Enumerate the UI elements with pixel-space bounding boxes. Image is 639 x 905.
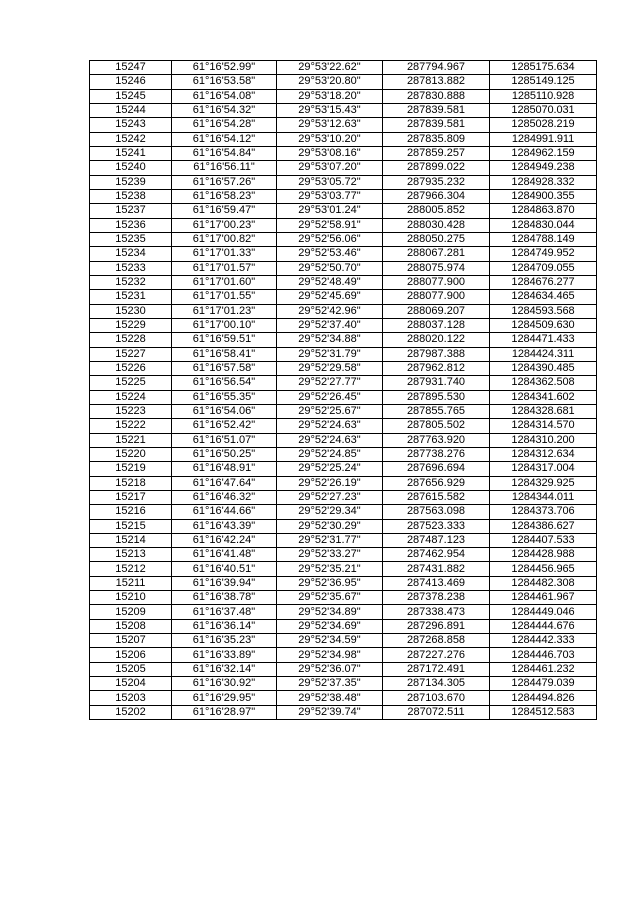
- longitude-cell: 29°52'53.46": [277, 247, 383, 261]
- y-coordinate-cell: 1284314.570: [490, 419, 597, 433]
- x-coordinate-cell: 287378.238: [383, 591, 490, 605]
- table-row: [90, 548, 597, 562]
- x-coordinate-cell: 287839.581: [383, 103, 490, 117]
- table-row: [90, 605, 597, 619]
- y-coordinate-cell: 1285028.219: [490, 118, 597, 132]
- longitude-cell: 29°52'50.70": [277, 261, 383, 275]
- x-coordinate-cell: 288030.428: [383, 218, 490, 232]
- table-row: [90, 648, 597, 662]
- longitude-cell: 29°53'12.63": [277, 118, 383, 132]
- latitude-cell: 61°16'54.32": [172, 103, 277, 117]
- table-row: [90, 662, 597, 676]
- table-row: [90, 218, 597, 232]
- y-coordinate-cell: 1284449.046: [490, 605, 597, 619]
- x-coordinate-cell: 287656.929: [383, 476, 490, 490]
- point-number-cell: 15246: [90, 75, 172, 89]
- y-coordinate-cell: 1284407.533: [490, 533, 597, 547]
- latitude-cell: 61°16'35.23": [172, 634, 277, 648]
- x-coordinate-cell: 287523.333: [383, 519, 490, 533]
- x-coordinate-cell: 287738.276: [383, 447, 490, 461]
- x-coordinate-cell: 288067.281: [383, 247, 490, 261]
- latitude-cell: 61°16'56.54": [172, 376, 277, 390]
- y-coordinate-cell: 1284949.238: [490, 161, 597, 175]
- longitude-cell: 29°52'26.45": [277, 390, 383, 404]
- longitude-cell: 29°52'34.59": [277, 634, 383, 648]
- longitude-cell: 29°52'24.63": [277, 433, 383, 447]
- x-coordinate-cell: 287103.670: [383, 691, 490, 705]
- x-coordinate-cell: 287794.967: [383, 61, 490, 75]
- table-row: [90, 61, 597, 75]
- y-coordinate-cell: 1284863.870: [490, 204, 597, 218]
- table-row: [90, 361, 597, 375]
- point-number-cell: 15215: [90, 519, 172, 533]
- longitude-cell: 29°53'08.16": [277, 146, 383, 160]
- x-coordinate-cell: 287696.694: [383, 462, 490, 476]
- latitude-cell: 61°16'36.14": [172, 619, 277, 633]
- longitude-cell: 29°52'25.24": [277, 462, 383, 476]
- latitude-cell: 61°16'43.39": [172, 519, 277, 533]
- point-number-cell: 15226: [90, 361, 172, 375]
- longitude-cell: 29°52'29.34": [277, 505, 383, 519]
- y-coordinate-cell: 1284446.703: [490, 648, 597, 662]
- table-row: [90, 204, 597, 218]
- longitude-cell: 29°52'24.85": [277, 447, 383, 461]
- latitude-cell: 61°16'54.06": [172, 404, 277, 418]
- y-coordinate-cell: 1284593.568: [490, 304, 597, 318]
- point-number-cell: 15237: [90, 204, 172, 218]
- point-number-cell: 15206: [90, 648, 172, 662]
- table-row: [90, 591, 597, 605]
- table-row: [90, 634, 597, 648]
- latitude-cell: 61°16'54.84": [172, 146, 277, 160]
- y-coordinate-cell: 1284428.988: [490, 548, 597, 562]
- table-row: [90, 333, 597, 347]
- x-coordinate-cell: 288037.128: [383, 318, 490, 332]
- longitude-cell: 29°52'45.69": [277, 290, 383, 304]
- longitude-cell: 29°53'10.20": [277, 132, 383, 146]
- latitude-cell: 61°16'57.26": [172, 175, 277, 189]
- x-coordinate-cell: 287413.469: [383, 576, 490, 590]
- latitude-cell: 61°16'40.51": [172, 562, 277, 576]
- table-row: [90, 232, 597, 246]
- longitude-cell: 29°52'30.29": [277, 519, 383, 533]
- y-coordinate-cell: 1284509.630: [490, 318, 597, 332]
- y-coordinate-cell: 1284482.308: [490, 576, 597, 590]
- point-number-cell: 15243: [90, 118, 172, 132]
- latitude-cell: 61°16'42.24": [172, 533, 277, 547]
- point-number-cell: 15235: [90, 232, 172, 246]
- x-coordinate-cell: 287966.304: [383, 189, 490, 203]
- point-number-cell: 15210: [90, 591, 172, 605]
- longitude-cell: 29°52'35.67": [277, 591, 383, 605]
- table-row: [90, 161, 597, 175]
- table-row: [90, 462, 597, 476]
- point-number-cell: 15232: [90, 275, 172, 289]
- y-coordinate-cell: 1284634.465: [490, 290, 597, 304]
- y-coordinate-cell: 1284991.911: [490, 132, 597, 146]
- latitude-cell: 61°16'53.58": [172, 75, 277, 89]
- latitude-cell: 61°17'01.33": [172, 247, 277, 261]
- y-coordinate-cell: 1284928.332: [490, 175, 597, 189]
- latitude-cell: 61°17'01.60": [172, 275, 277, 289]
- x-coordinate-cell: 287962.812: [383, 361, 490, 375]
- table-row: [90, 347, 597, 361]
- point-number-cell: 15207: [90, 634, 172, 648]
- table-row: [90, 505, 597, 519]
- y-coordinate-cell: 1284512.583: [490, 705, 597, 719]
- point-number-cell: 15213: [90, 548, 172, 562]
- longitude-cell: 29°53'20.80": [277, 75, 383, 89]
- point-number-cell: 15212: [90, 562, 172, 576]
- latitude-cell: 61°16'38.78": [172, 591, 277, 605]
- point-number-cell: 15216: [90, 505, 172, 519]
- longitude-cell: 29°52'27.23": [277, 490, 383, 504]
- x-coordinate-cell: 287072.511: [383, 705, 490, 719]
- point-number-cell: 15202: [90, 705, 172, 719]
- latitude-cell: 61°16'44.66": [172, 505, 277, 519]
- y-coordinate-cell: 1284442.333: [490, 634, 597, 648]
- longitude-cell: 29°52'34.69": [277, 619, 383, 633]
- longitude-cell: 29°52'39.74": [277, 705, 383, 719]
- longitude-cell: 29°53'05.72": [277, 175, 383, 189]
- latitude-cell: 61°17'01.55": [172, 290, 277, 304]
- longitude-cell: 29°52'58.91": [277, 218, 383, 232]
- x-coordinate-cell: 287813.882: [383, 75, 490, 89]
- longitude-cell: 29°52'26.19": [277, 476, 383, 490]
- x-coordinate-cell: 288077.900: [383, 275, 490, 289]
- point-number-cell: 15233: [90, 261, 172, 275]
- point-number-cell: 15242: [90, 132, 172, 146]
- table-row: [90, 404, 597, 418]
- point-number-cell: 15222: [90, 419, 172, 433]
- table-row: [90, 390, 597, 404]
- x-coordinate-cell: 287839.581: [383, 118, 490, 132]
- longitude-cell: 29°52'33.27": [277, 548, 383, 562]
- y-coordinate-cell: 1284676.277: [490, 275, 597, 289]
- latitude-cell: 61°17'01.57": [172, 261, 277, 275]
- table-row: [90, 562, 597, 576]
- y-coordinate-cell: 1284830.044: [490, 218, 597, 232]
- longitude-cell: 29°52'48.49": [277, 275, 383, 289]
- point-number-cell: 15209: [90, 605, 172, 619]
- table-row: [90, 189, 597, 203]
- table-row: [90, 376, 597, 390]
- y-coordinate-cell: 1284471.433: [490, 333, 597, 347]
- x-coordinate-cell: 287563.098: [383, 505, 490, 519]
- point-number-cell: 15211: [90, 576, 172, 590]
- latitude-cell: 61°16'48.91": [172, 462, 277, 476]
- coordinates-table: [89, 60, 597, 720]
- table-row: [90, 75, 597, 89]
- table-row: [90, 290, 597, 304]
- y-coordinate-cell: 1284373.706: [490, 505, 597, 519]
- table-row: [90, 433, 597, 447]
- x-coordinate-cell: 288020.122: [383, 333, 490, 347]
- longitude-cell: 29°52'56.06": [277, 232, 383, 246]
- y-coordinate-cell: 1284317.004: [490, 462, 597, 476]
- y-coordinate-cell: 1284788.149: [490, 232, 597, 246]
- y-coordinate-cell: 1284329.925: [490, 476, 597, 490]
- table-row: [90, 304, 597, 318]
- table-row: [90, 691, 597, 705]
- x-coordinate-cell: 287431.882: [383, 562, 490, 576]
- y-coordinate-cell: 1284749.952: [490, 247, 597, 261]
- longitude-cell: 29°53'07.20": [277, 161, 383, 175]
- latitude-cell: 61°16'59.51": [172, 333, 277, 347]
- y-coordinate-cell: 1285070.031: [490, 103, 597, 117]
- y-coordinate-cell: 1284424.311: [490, 347, 597, 361]
- latitude-cell: 61°16'58.41": [172, 347, 277, 361]
- point-number-cell: 15205: [90, 662, 172, 676]
- latitude-cell: 61°17'01.23": [172, 304, 277, 318]
- latitude-cell: 61°16'37.48": [172, 605, 277, 619]
- point-number-cell: 15204: [90, 677, 172, 691]
- point-number-cell: 15230: [90, 304, 172, 318]
- latitude-cell: 61°16'54.12": [172, 132, 277, 146]
- y-coordinate-cell: 1284456.965: [490, 562, 597, 576]
- y-coordinate-cell: 1284962.159: [490, 146, 597, 160]
- point-number-cell: 15217: [90, 490, 172, 504]
- longitude-cell: 29°52'36.95": [277, 576, 383, 590]
- point-number-cell: 15225: [90, 376, 172, 390]
- longitude-cell: 29°52'31.77": [277, 533, 383, 547]
- x-coordinate-cell: 287931.740: [383, 376, 490, 390]
- x-coordinate-cell: 288005.852: [383, 204, 490, 218]
- latitude-cell: 61°16'41.48": [172, 548, 277, 562]
- x-coordinate-cell: 287615.582: [383, 490, 490, 504]
- x-coordinate-cell: 287763.920: [383, 433, 490, 447]
- x-coordinate-cell: 288069.207: [383, 304, 490, 318]
- y-coordinate-cell: 1284461.232: [490, 662, 597, 676]
- y-coordinate-cell: 1285175.634: [490, 61, 597, 75]
- longitude-cell: 29°52'24.63": [277, 419, 383, 433]
- longitude-cell: 29°52'35.21": [277, 562, 383, 576]
- latitude-cell: 61°16'39.94": [172, 576, 277, 590]
- longitude-cell: 29°52'25.67": [277, 404, 383, 418]
- x-coordinate-cell: 287134.305: [383, 677, 490, 691]
- point-number-cell: 15236: [90, 218, 172, 232]
- latitude-cell: 61°16'54.28": [172, 118, 277, 132]
- point-number-cell: 15241: [90, 146, 172, 160]
- x-coordinate-cell: 288050.275: [383, 232, 490, 246]
- x-coordinate-cell: 287859.257: [383, 146, 490, 160]
- table-row: [90, 103, 597, 117]
- point-number-cell: 15247: [90, 61, 172, 75]
- table-row: [90, 476, 597, 490]
- y-coordinate-cell: 1284390.485: [490, 361, 597, 375]
- latitude-cell: 61°16'50.25": [172, 447, 277, 461]
- y-coordinate-cell: 1284328.681: [490, 404, 597, 418]
- latitude-cell: 61°16'29.95": [172, 691, 277, 705]
- x-coordinate-cell: 287835.809: [383, 132, 490, 146]
- longitude-cell: 29°52'37.35": [277, 677, 383, 691]
- table-row: [90, 318, 597, 332]
- table-row: [90, 519, 597, 533]
- latitude-cell: 61°16'28.97": [172, 705, 277, 719]
- point-number-cell: 15229: [90, 318, 172, 332]
- point-number-cell: 15224: [90, 390, 172, 404]
- point-number-cell: 15208: [90, 619, 172, 633]
- longitude-cell: 29°53'01.24": [277, 204, 383, 218]
- point-number-cell: 15227: [90, 347, 172, 361]
- longitude-cell: 29°53'15.43": [277, 103, 383, 117]
- latitude-cell: 61°17'00.10": [172, 318, 277, 332]
- longitude-cell: 29°52'34.98": [277, 648, 383, 662]
- latitude-cell: 61°17'00.82": [172, 232, 277, 246]
- y-coordinate-cell: 1284362.508: [490, 376, 597, 390]
- point-number-cell: 15214: [90, 533, 172, 547]
- point-number-cell: 15223: [90, 404, 172, 418]
- y-coordinate-cell: 1284386.627: [490, 519, 597, 533]
- table-row: [90, 247, 597, 261]
- point-number-cell: 15245: [90, 89, 172, 103]
- x-coordinate-cell: 287830.888: [383, 89, 490, 103]
- coordinates-table-body: [90, 61, 597, 720]
- x-coordinate-cell: 287935.232: [383, 175, 490, 189]
- y-coordinate-cell: 1285149.125: [490, 75, 597, 89]
- latitude-cell: 61°16'56.11": [172, 161, 277, 175]
- longitude-cell: 29°52'27.77": [277, 376, 383, 390]
- y-coordinate-cell: 1285110.928: [490, 89, 597, 103]
- x-coordinate-cell: 287987.388: [383, 347, 490, 361]
- point-number-cell: 15244: [90, 103, 172, 117]
- latitude-cell: 61°16'52.42": [172, 419, 277, 433]
- table-row: [90, 533, 597, 547]
- x-coordinate-cell: 287899.022: [383, 161, 490, 175]
- point-number-cell: 15238: [90, 189, 172, 203]
- y-coordinate-cell: 1284479.039: [490, 677, 597, 691]
- latitude-cell: 61°16'59.47": [172, 204, 277, 218]
- x-coordinate-cell: 287487.123: [383, 533, 490, 547]
- latitude-cell: 61°16'47.64": [172, 476, 277, 490]
- y-coordinate-cell: 1284310.200: [490, 433, 597, 447]
- latitude-cell: 61°16'51.07": [172, 433, 277, 447]
- y-coordinate-cell: 1284709.055: [490, 261, 597, 275]
- x-coordinate-cell: 287805.502: [383, 419, 490, 433]
- table-row: [90, 132, 597, 146]
- x-coordinate-cell: 287227.276: [383, 648, 490, 662]
- longitude-cell: 29°52'38.48": [277, 691, 383, 705]
- table-row: [90, 490, 597, 504]
- x-coordinate-cell: 287895.530: [383, 390, 490, 404]
- x-coordinate-cell: 288077.900: [383, 290, 490, 304]
- table-row: [90, 275, 597, 289]
- longitude-cell: 29°53'22.62": [277, 61, 383, 75]
- table-row: [90, 146, 597, 160]
- point-number-cell: 15221: [90, 433, 172, 447]
- latitude-cell: 61°17'00.23": [172, 218, 277, 232]
- point-number-cell: 15220: [90, 447, 172, 461]
- y-coordinate-cell: 1284341.602: [490, 390, 597, 404]
- point-number-cell: 15219: [90, 462, 172, 476]
- y-coordinate-cell: 1284312.634: [490, 447, 597, 461]
- latitude-cell: 61°16'30.92": [172, 677, 277, 691]
- latitude-cell: 61°16'33.89": [172, 648, 277, 662]
- longitude-cell: 29°53'18.20": [277, 89, 383, 103]
- longitude-cell: 29°52'37.40": [277, 318, 383, 332]
- table-row: [90, 175, 597, 189]
- point-number-cell: 15239: [90, 175, 172, 189]
- point-number-cell: 15203: [90, 691, 172, 705]
- point-number-cell: 15231: [90, 290, 172, 304]
- latitude-cell: 61°16'32.14": [172, 662, 277, 676]
- x-coordinate-cell: 287296.891: [383, 619, 490, 633]
- table-row: [90, 118, 597, 132]
- y-coordinate-cell: 1284461.967: [490, 591, 597, 605]
- table-row: [90, 447, 597, 461]
- longitude-cell: 29°52'42.96": [277, 304, 383, 318]
- longitude-cell: 29°52'29.58": [277, 361, 383, 375]
- x-coordinate-cell: 288075.974: [383, 261, 490, 275]
- table-row: [90, 576, 597, 590]
- x-coordinate-cell: 287462.954: [383, 548, 490, 562]
- y-coordinate-cell: 1284900.355: [490, 189, 597, 203]
- longitude-cell: 29°53'03.77": [277, 189, 383, 203]
- latitude-cell: 61°16'46.32": [172, 490, 277, 504]
- latitude-cell: 61°16'52.99": [172, 61, 277, 75]
- table-row: [90, 705, 597, 719]
- point-number-cell: 15228: [90, 333, 172, 347]
- y-coordinate-cell: 1284494.826: [490, 691, 597, 705]
- table-row: [90, 677, 597, 691]
- longitude-cell: 29°52'34.88": [277, 333, 383, 347]
- table-row: [90, 89, 597, 103]
- point-number-cell: 15240: [90, 161, 172, 175]
- x-coordinate-cell: 287338.473: [383, 605, 490, 619]
- x-coordinate-cell: 287172.491: [383, 662, 490, 676]
- table-row: [90, 261, 597, 275]
- point-number-cell: 15234: [90, 247, 172, 261]
- table-row: [90, 619, 597, 633]
- latitude-cell: 61°16'55.35": [172, 390, 277, 404]
- y-coordinate-cell: 1284444.676: [490, 619, 597, 633]
- y-coordinate-cell: 1284344.011: [490, 490, 597, 504]
- longitude-cell: 29°52'36.07": [277, 662, 383, 676]
- latitude-cell: 61°16'54.08": [172, 89, 277, 103]
- latitude-cell: 61°16'57.58": [172, 361, 277, 375]
- latitude-cell: 61°16'58.23": [172, 189, 277, 203]
- x-coordinate-cell: 287268.858: [383, 634, 490, 648]
- table-row: [90, 419, 597, 433]
- longitude-cell: 29°52'34.89": [277, 605, 383, 619]
- x-coordinate-cell: 287855.765: [383, 404, 490, 418]
- point-number-cell: 15218: [90, 476, 172, 490]
- longitude-cell: 29°52'31.79": [277, 347, 383, 361]
